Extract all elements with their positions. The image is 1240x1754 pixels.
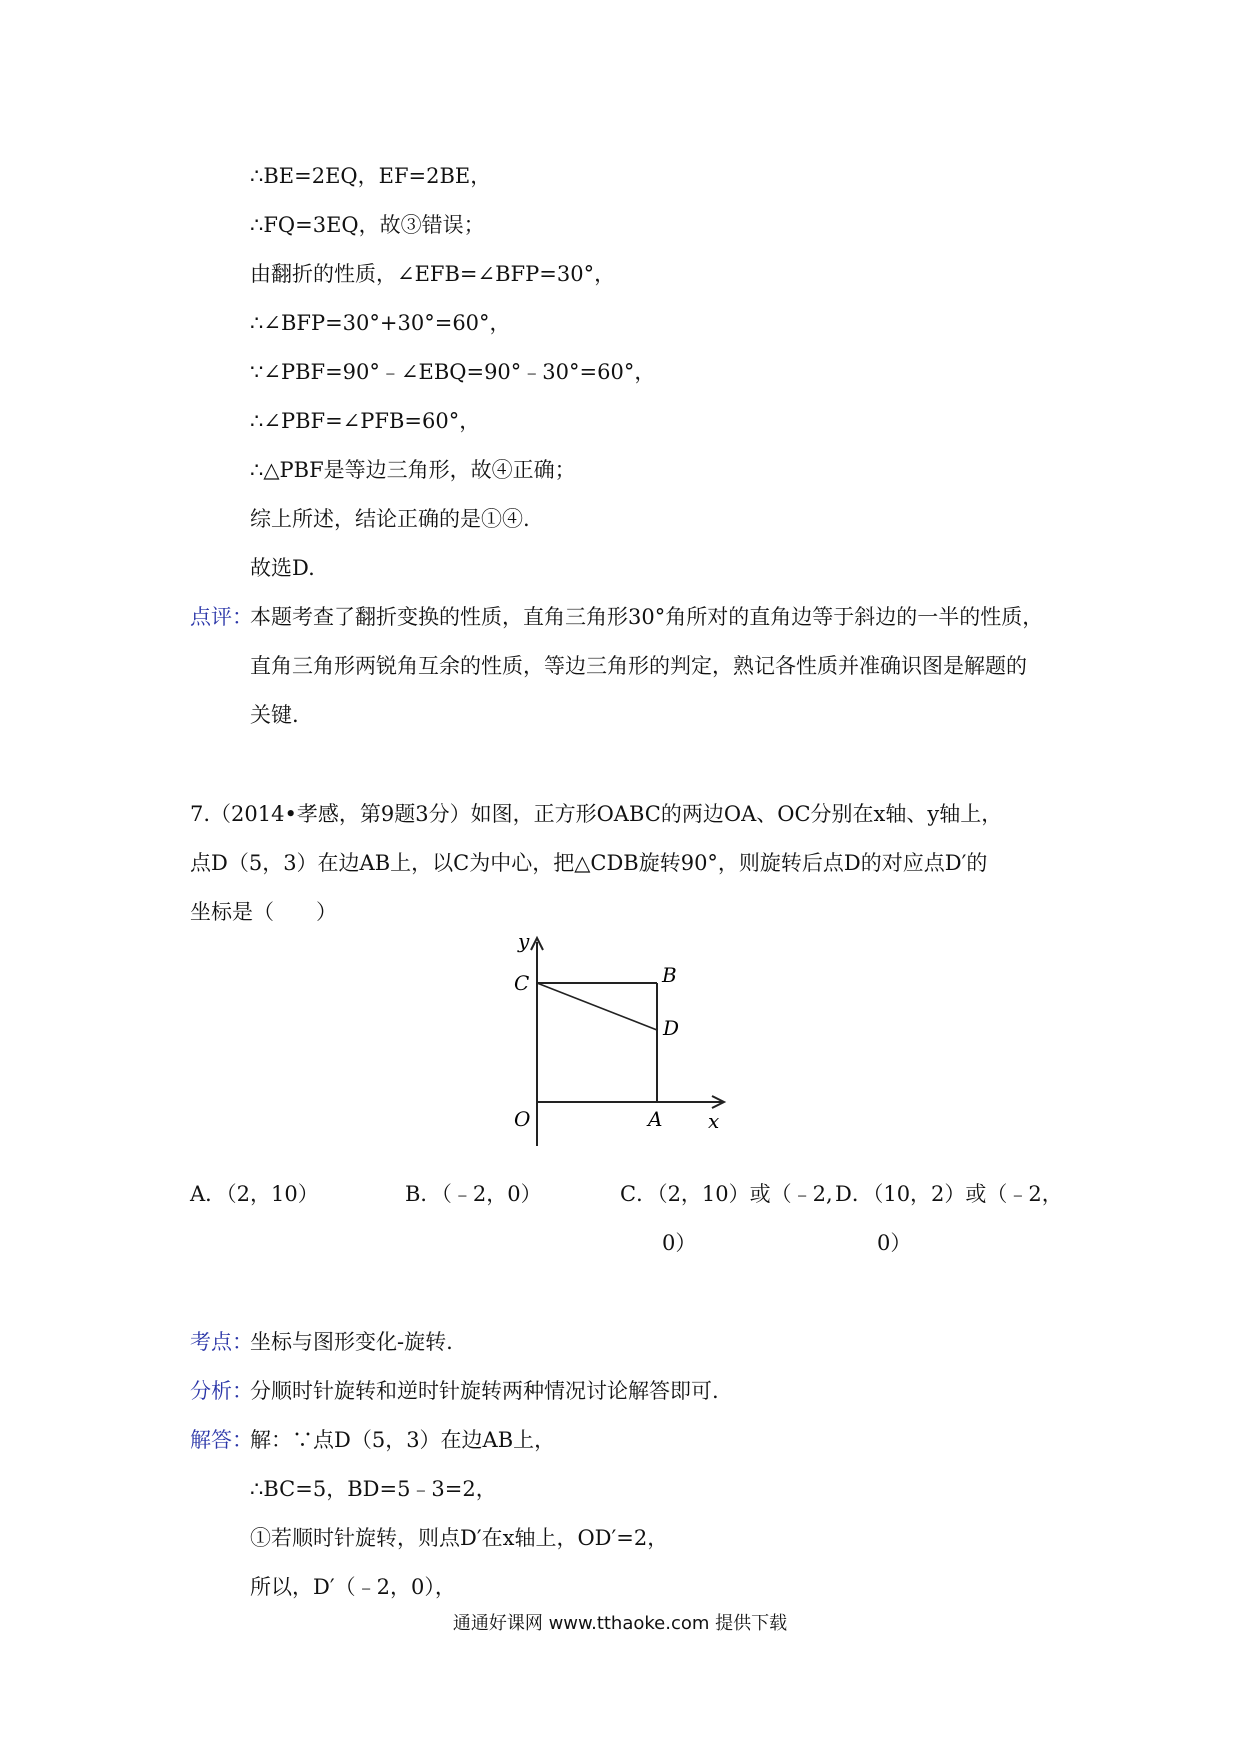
answer-line-2: ①若顺时针旋转，则点D′在x轴上，OD′=2， [250,1526,669,1550]
option-d-line-2: 0） [877,1231,912,1255]
question-line-1: 7.（2014•孝感，第9题3分）如图，正方形OABC的两边OA、OC分别在x轴、y轴上， [190,802,1003,826]
segment-cd [537,983,657,1030]
jieda-text: 解：∵点D（5，3）在边AB上， [250,1428,556,1452]
step-8: 综上所述，结论正确的是①④. [250,507,530,531]
answer-line-3: 所以，D′（﹣2，0）， [250,1575,456,1599]
step-3: 由翻折的性质，∠EFB=∠BFP=30°， [250,262,616,286]
option-d-line-1: D．（10，2）或（﹣2， [835,1182,1063,1206]
question-line-3: 坐标是（ ） [190,900,337,924]
comment-line-2: 直角三角形两锐角互余的性质，等边三角形的判定，熟记各性质并准确识图是解题的 [250,654,1027,678]
label-b: B [662,963,677,987]
step-7: ∴△PBF是等边三角形，故④正确； [250,458,576,482]
kaodian-text: 坐标与图形变化-旋转. [250,1330,453,1354]
jieda-label: 解答： [190,1428,253,1452]
label-x: x [708,1109,720,1133]
step-6: ∴∠PBF=∠PFB=60°， [250,409,481,433]
step-2: ∴FQ=3EQ，故③错误； [250,213,485,237]
option-a: A．（2，10） [190,1182,319,1206]
answer-line-1: ∴BC=5，BD=5﹣3=2， [250,1477,497,1501]
step-1: ∴BE=2EQ，EF=2BE， [250,164,492,188]
option-c-line-1: C．（2，10）或（﹣2, [620,1182,833,1206]
comment-line-3: 关键. [250,703,299,727]
question-line-2: 点D（5，3）在边AB上，以C为中心，把△CDB旋转90°，则旋转后点D的对应点D′的 [190,851,988,875]
fenxi-label: 分析： [190,1379,253,1403]
step-5: ∵∠PBF=90°﹣∠EBQ=90°﹣30°=60°， [250,360,656,384]
option-b: B．（﹣2，0） [405,1182,542,1206]
step-4: ∴∠BFP=30°+30°=60°， [250,311,511,335]
comment-label: 点评： [190,605,253,629]
comment-line-1: 本题考查了翻折变换的性质，直角三角形30°角所对的直角边等于斜边的一半的性质， [250,605,1044,629]
fenxi-text: 分顺时针旋转和逆时针旋转两种情况讨论解答即可. [250,1379,719,1403]
label-o: O [514,1107,531,1131]
square-figure [500,928,740,1158]
step-9: 故选D. [250,556,315,580]
page-footer: 通通好课网 www.tthaoke.com 提供下载 [452,1613,788,1634]
label-c: C [514,971,530,995]
label-d: D [663,1016,680,1040]
kaodian-label: 考点： [190,1330,253,1354]
label-a: A [648,1107,663,1131]
label-y: y [518,929,530,953]
option-c-line-2: 0） [662,1231,697,1255]
